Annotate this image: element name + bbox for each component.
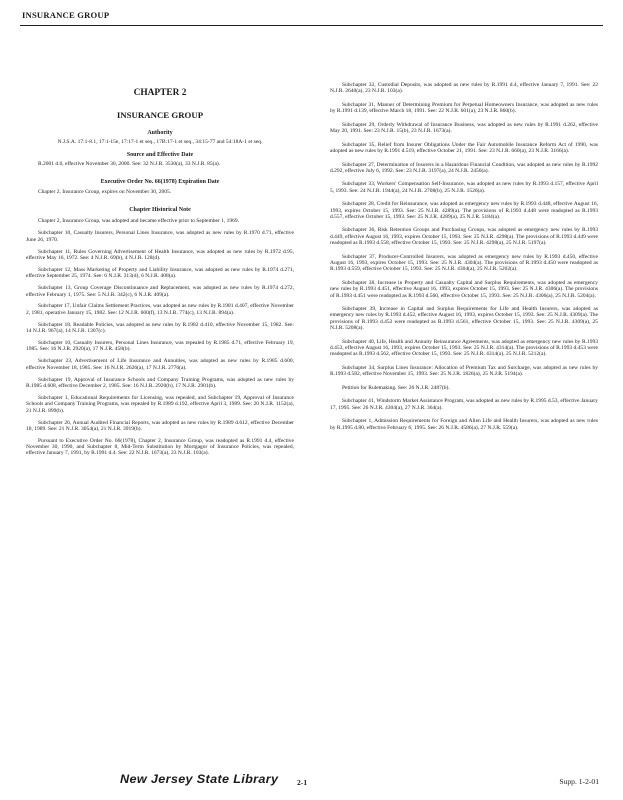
history-note: Subchapter 32, Custodial Deposits, was adopted as new rules by R.1991 d.4, effective January 7, 1991. See: 22 N.J.R. 2640(a), 23 N.J.R. 103(a). [330,82,598,95]
source-heading: Source and Effective Date [126,151,194,158]
authority-heading: Authority [147,130,173,136]
left-column [26,80,294,462]
history-note: Subchapter 1, Educational Requirements for Licensing, was repealed, and Subchapter 19, Approval of Insurance Schools and Company Training Programs, was repealed by R.1989 d.192, effective April 3, 1989. See: 20 N.J.R. 1152(a), 21 N.J.R. 899(b). [26,394,294,414]
history-note: Subchapter 19, Approval of Insurance Schools and Company Training Programs, was adopted as new rules by R.1985 d.608, effective December 2, 1985. See: 16 N.J.R. 2920(b), 17 N.J.R. 2901(b). [26,376,294,389]
left-history-notes [26,218,294,456]
supplement-date: Supp. 1-2-01 [559,777,599,786]
header-rule [20,25,603,26]
history-note: Subchapter 1, Admission Requirements for Foreign and Alien Life and Health Insurers, was adopted as new rules by R.1995 d.80, effective February 6, 1995. See: 26 N.J.R. 4586(a), 27 N.J.R. 559(a). [330,418,598,431]
history-note: Subchapter 37, Producer-Controlled Insurers, was adopted as emergency new rules by R.1993 d.450, effective August 16, 1993, expires October 15, 1993. See: 25 N.J.R. 4304(a). The provisions of R.1993 d.450 were readopted as R.1993 d.559, effective October 15, 1993. See: 25 N.J.R. 4304(a), 25 N.J.R. 5202(a). [330,253,598,273]
authority-text: N.J.S.A. 17:1-8.1, 17:1-15e, 17:17-1 et seq., 17B:17-1 et seq., 34:15-77 and 54:18A-1 et seq. [57,139,263,146]
history-note: Subchapter 41, Windstorm Market Assistance Program, was adopted as new rules by R.1995 d.53, effective January 17, 1995. See: 26 N.J.R. 4304(a), 27 N.J.R. 364(a). [330,398,598,411]
page-number: 2-1 [297,778,308,787]
source-text: R.2001 d.6, effective November 30, 2000. See: 32 N.J.R. 3530(a), 33 N.J.R. 85(a). [38,161,221,168]
running-head: INSURANCE GROUP [22,10,110,20]
chapter-title: INSURANCE GROUP [116,110,204,120]
history-note: Pursuant to Executive Order No. 66(1978), Chapter 2, Insurance Group, was readopted as R.1991 d.4, effective November 30, 1990, and Subchapter 8, Mid-Term Substitution by Mortgagor of Insurance Policies, was repealed, effective January 7, 1991, by R.1991 d.4. See: 22 N.J.R. 1673(a), 23 N.J.R. 103(a). [26,437,294,457]
history-note: Subchapter 40, Life, Health and Annuity Reinsurance Agreements, was adopted as emergency new rules by R.1993 d.453, effective August 16, 1993, expires October 15, 1993. See: 25 N.J.R. 4314(a). The provisions of R.1993 d.453 were readopted as R.1993 d.562, effective October 15, 1993. See: 25 N.J.R. 4314(a), 25 N.J.R. 5212(a). [330,338,598,358]
history-note: Subchapter 39, Increase in Capital and Surplus Requirements for Life and Health Insurers, was adopted as emergency new rules by R.1993 d.452, effective August 16, 1993, expires October 15, 1993. See: 25 N.J.R. 4309(a). The provisions of R.1993 d.452 were readopted as R.1993 d.561, effective October 15, 1993. See: 25 N.J.R. 4309(a), 25 N.J.R. 5208(a). [330,306,598,332]
history-note: Subchapter 33, Workers' Compensation Self-Insurance, was adopted as new rules by R.1993 d.157, effective April 5, 1993. See: 24 N.J.R. 1944(a), 24 N.J.R. 2708(b), 25 N.J.R. 1526(a). [330,181,598,194]
exec-order-heading: Executive Order No. 66(1978) Expiration Date [100,179,220,186]
history-note: Subchapter 11, Rules Governing Advertisement of Health Insurance, was adopted as new rules by R.1972 d.95, effective May 16, 1972. See: 4 N.J.R. 69(b), 4 N.J.R. 128(d). [26,248,294,261]
history-note: Subchapter 10, Casualty Insurers, Personal Lines Insurance, was repealed by R.1985 d.71, effective February 19, 1985. See: 16 N.J.R. 2920(a), 17 N.J.R. 458(b). [26,340,294,353]
history-note: Subchapter 36, Risk Retention Groups and Purchasing Groups, was adopted as emergency new rules by R.1993 d.449, effective August 16, 1993, expires October 15, 1993. See: 25 N.J.R. 4298(a). The provisions of R.1993 d.449 were readopted as R.1993 d.558, effective October 15, 1993. See: 25 N.J.R. 4298(a), 25 N.J.R. 5197(a). [330,227,598,247]
history-note: Subchapter 23, Advertisement of Life Insurance and Annuities, was adopted as new rules by R.1985 d.600, effective November 18, 1985. See: 16 N.J.R. 2626(a), 17 N.J.R. 2776(a). [26,358,294,371]
history-note: Subchapter 13, Group Coverage Discontinuance and Replacement, was adopted as new rules by R.1974 d.272, effective February 1, 1975. See: 5 N.J.R. 342(c), 6 N.J.R. 409(a). [26,285,294,298]
history-note: Subchapter 29, Orderly Withdrawal of Insurance Business, was adopted as new rules by R.1991 d.262, effective May 20, 1991. See: 23 N.J.R. 15(b), 23 N.J.R. 1673(a). [330,121,598,135]
history-note: Subchapter 27, Determination of Insurers in a Hazardous Financial Condition, was adopted as new rules by R.1992 d.292, effective July 6, 1992. See: 23 N.J.R. 3197(a), 24 N.J.R. 2456(a). [330,161,598,174]
history-note: Subchapter 31, Manner of Determining Premium for Perpetual Homeowners Insurance, was adopted as new rules by R.1991 d.139, effective March 18, 1991. See: 22 N.J.R. 601(a), 23 N.J.R. 860(b). [330,101,598,115]
history-note: Subchapter 38, Increase in Property and Casualty Capital and Surplus Requirements, was adopted as emergency new rules by R.1993 d.451, effective August 16, 1993, expires October 15, 1993. See: 25 N.J.R. 4306(a). The provisions of R.1993 d.451 were readopted as R.1993 d.560, effective October 15, 1993. See: 25 N.J.R. 4306(a), 25 N.J.R. 5204(a). [330,279,598,299]
right-column [330,82,598,438]
history-note: Subchapter 12, Mass Marketing of Property and Liability Insurance, was adopted as new rules by R.1974 d.271, effective September 25, 1974. See: 6 N.J.R. 313(d), 6 N.J.R. 408(a). [26,266,294,280]
history-note: Chapter 2, Insurance Group, was adopted and became effective prior to September 1, 1969. [38,218,240,225]
history-note: Petition for Rulemaking. See: 26 N.J.R. 2487(b). [342,384,450,391]
exec-order-text: Chapter 2, Insurance Group, expires on November 30, 2005. [38,188,172,195]
history-note: Subchapter 34, Surplus Lines Insurance: Allocation of Premium Tax and Surcharge, was adopted as new rules by R.1993 d.582, effective November 15, 1993. See: 25 N.J.R. 1826(a), 25 N.J.R. 5194(a). [330,364,598,378]
history-note: Subchapter 17, Unfair Claims Settlement Practices, was adopted as new rules by R.1981 d.407, effective November 2, 1981, operative January 15, 1982. See: 12 N.J.R. 600(f), 13 N.J.R. 774(c), 13 N.J.R. 894(a). [26,303,294,316]
history-note: Subchapter 18, Readable Policies, was adopted as new rules by R.1982 d.410, effective November 15, 1982. See: 14 N.J.R. 967(a), 14 N.J.R. 1307(c). [26,321,294,335]
history-note: Subchapter 28, Credit for Reinsurance, was adopted as emergency new rules by R.1993 d.448, effective August 16, 1993, expires October 15, 1993. See: 25 N.J.R. 4289(a). The provisions of R.1993 d.448 were readopted as R.1993 d.557, effective October 15, 1993. See: 25 N.J.R. 4289(a), 25 N.J.R. 5184(a). [330,201,598,220]
history-note: Subchapter 35, Relief from Insurer Obligations Under the Fair Automobile Insurance Reform Act of 1990, was adopted as new rules by R.1991 d.519, effective October 21, 1991. See: 23 N.J.R. 660(a), 23 N.J.R. 3166(a). [330,141,598,154]
library-watermark: New Jersey State Library [120,774,279,786]
chapter-number: CHAPTER 2 [133,88,187,98]
history-heading: Chapter Historical Note [129,207,191,214]
history-note: Subchapter 10, Casualty Insurers, Personal Lines Insurance, was adopted as new rules by R.1970 d.71, effective June 26, 1970. [26,230,294,243]
history-note: Subchapter 26, Annual Audited Financial Reports, was adopted as new rules by R.1989 d.612, effective December 18, 1989. See: 21 N.J.R. 3054(a), 21 N.J.R. 3919(b). [26,419,294,432]
